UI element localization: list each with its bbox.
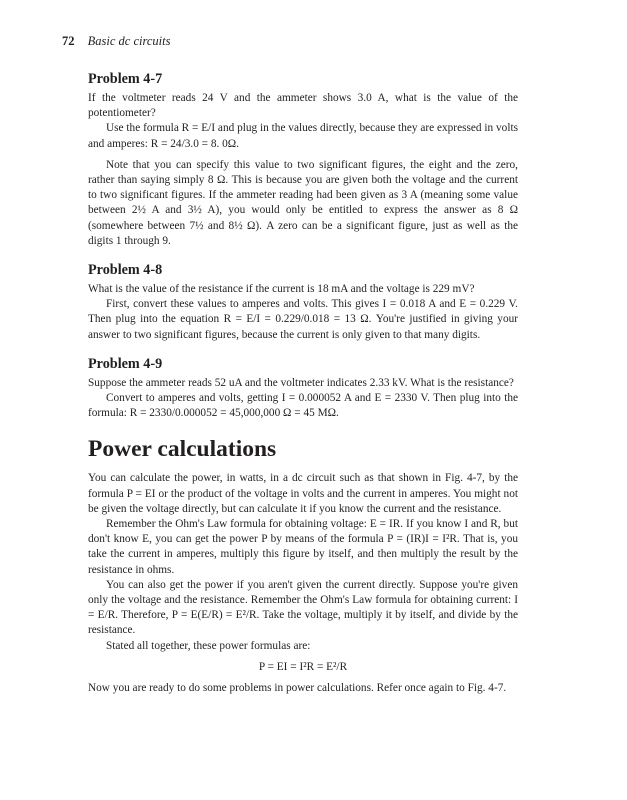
problem-4-8-heading: Problem 4-8 [88, 262, 163, 279]
section-heading-power: Power calculations [88, 436, 277, 463]
problem-4-9-question: Suppose the ammeter reads 52 uA and the voltmeter indicates 2.33 kV. What is the resistance? [88, 376, 514, 389]
running-title: Basic dc circuits [87, 34, 171, 48]
problem-4-7-question: If the voltmeter reads 24 V and the ammeter shows 3.0 A, what is the value of the potentiometer? [88, 92, 518, 120]
problem-4-9-heading: Problem 4-9 [88, 355, 163, 372]
page-content [62, 34, 518, 696]
running-head [62, 34, 518, 56]
power-paragraph-4: Stated all together, these power formulas are: [106, 639, 311, 652]
power-paragraph-5: Now you are ready to do some problems in power calculations. Refer once again to Fig. 4-7. [88, 682, 507, 695]
power-paragraph-3: You can also get the power if you aren't given the current directly. Suppose you're given only the voltage and the resistance. Remember the Ohm's Law formula for obtaining current: I = E/R. Therefore, P = E(E/R) = E²/R. Take the voltage, multiply it by itself, and divide by the resistance. [88, 578, 518, 637]
power-paragraph-1: You can calculate the power, in watts, in a dc circuit such as that shown in Fig. 4-7, by the formula P = EI or the product of the voltage in volts and the current in amperes. You might not be given the voltage directly, but can calculate it if you know the current and the resistance. [88, 472, 518, 515]
problem-4-8-answer: First, convert these values to amperes and volts. This gives I = 0.018 A and E = 0.229 V. Then plug into the equation R = E/I = 0.229/0.018 = 13 Ω. You're justified in giving your answer to two significant figures, because the current is only given to that many digits. [88, 298, 518, 341]
problem-4-7-heading: Problem 4-7 [88, 71, 163, 87]
problem-4-7-answer: Use the formula R = E/I and plug in the values directly, because they are expressed in volts and amperes: R = 24/3.0 = 8. 0Ω. [88, 122, 518, 150]
power-formula: P = EI = I²R = E²/R [258, 660, 348, 673]
problem-4-7-note: Note that you can specify this value to two significant figures, the eight and the zero, rather than saying simply 8 Ω. This is because you are given both the voltage and the current to two significant figures. If the ammeter reading had been given as 3 A (meaning some value between 2½ A and 3½ A), you would only be entitled to express the answer as 8 Ω (somewhere between 7½ and 8½ Ω). A zero can be a significant figure, just as well as the digits 1 through 9. [88, 158, 518, 247]
power-paragraph-2: Remember the Ohm's Law formula for obtaining voltage: E = IR. If you know I and R, but don't know E, you can get the power P by means of the formula P = (IR)I = I²R. That is, you take the current in amperes, multiply this figure by itself, and then multiply the result by the resistance in ohms. [88, 518, 518, 576]
problem-4-8-question: What is the value of the resistance if the current is 18 mA and the voltage is 229 mV? [88, 283, 475, 296]
page-number: 72 [62, 34, 75, 48]
problem-4-9-answer: Convert to amperes and volts, getting I = 0.000052 A and E = 2330 V. Then plug into the formula: R = 2330/0.000052 = 45,000,000 Ω = 45 MΩ. [88, 392, 518, 420]
